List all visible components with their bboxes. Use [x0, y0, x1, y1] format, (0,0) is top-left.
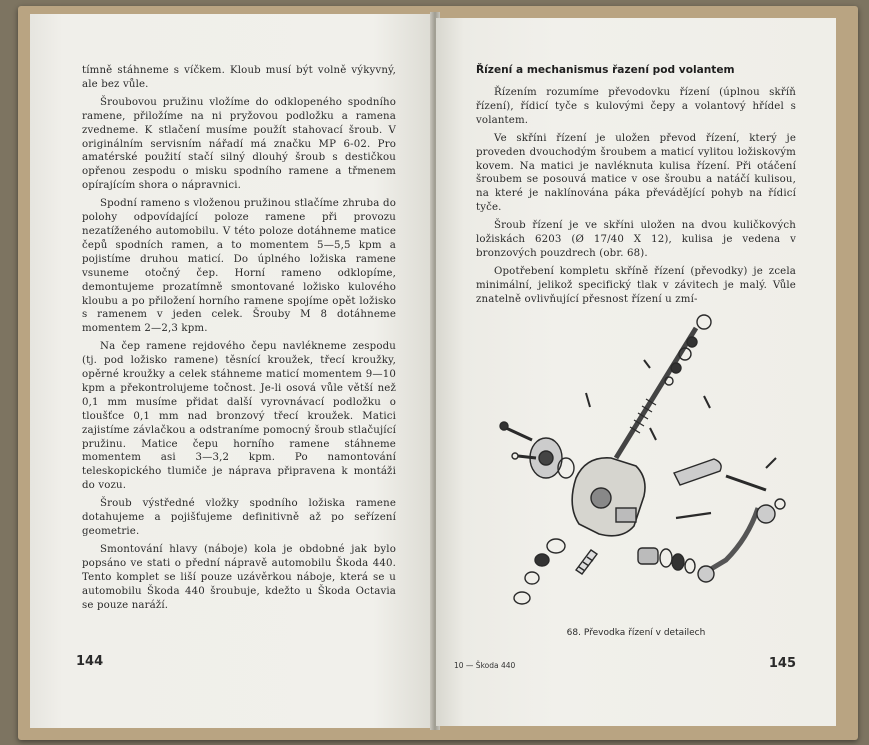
paragraph: Šroub řízení je ve skříni uložen na dvou kuličkových ložiskách 6203 (Ø 17/40 X 12), kulisa je vedena v bronzových pouzdrech (obr. 68). [476, 220, 796, 259]
right-page [436, 18, 836, 726]
paragraph: tímně stáhneme s víčkem. Kloub musí být volně výkyvný, ale bez vůle. [82, 65, 396, 90]
paragraph: Spodní rameno s vloženou pružinou stlačíme zhruba do polohy odpovídající poloze ramene při provozu nezatíženého automobilu. V této poloze dotáhneme matice čepů spodních ramen, a to momentem 5—5,5 kpm a pojistíme druhou maticí. Do úplného ložiska ramene vsuneme otočný čep. Horní rameno odklopíme, demontujeme prozatímně smontované ložisko kulového kloubu a po přiložení horního ramene spojíme opět ložisko s ramenem v jeden celek. Šrouby M 8 dotáhneme momentem 2—2,3 kpm. [82, 198, 396, 335]
paragraph: Řízením rozumíme převodovku řízení (úplnou skříň řízení), řídicí tyče s kulovými čepy a volantový hřídel s volantem. [476, 87, 796, 126]
signature-mark: 10 — Škoda 440 [454, 661, 516, 670]
page-number-left: 144 [76, 654, 104, 669]
section-title: Řízení a mechanismus řazení pod volantem [476, 64, 735, 76]
right-page-text [476, 86, 796, 307]
paragraph: Ve skříni řízení je uložen převod řízení, který je proveden dvouchodým šroubem a maticí vylitou ložiskovým kovem. Na matici je navléknuta kulisa řízení. Při otáčení šroubem se posouvá matice v ose šroubu a natáčí kulisou, na které je naklínována páka převádějící pohyb na řídicí tyče. [476, 132, 796, 214]
paragraph: Šroubovou pružinu vložíme do odklopeného spodního ramene, přiložíme na ni pryžovou podložku a ramena zvedneme. K stlačení musíme použít stahovací šroub. V originálním servisním nářadí má značku MP 6-02. Pro amatérské použití stačí silný dlouhý šroub s destičkou opřenou zespodu o misku spodního ramene a třmenem opírajícím shora o nápravnici. [82, 96, 396, 192]
paragraph: Na čep ramene rejdového čepu navlékneme zespodu (tj. pod ložisko ramene) těsnící kroužek, třecí kroužky, opěrné kroužky a celek stáhneme maticí momentem 9—10 kpm a překontrolujeme točnost. Je-li osová vůle větší než 0,1 mm musíme přidat další vyrovnávací podložku o tloušťce 0,1 mm nad bronzový třecí kroužek. Matici zajistíme závlačkou a odstraníme pomocný šroub stlačující pružinu. Matice čepu horního ramene stáhneme momentem asi 3—3,2 kpm. Po namontování teleskopického tlumiče je náprava připravena k montáži do vozu. [82, 341, 396, 492]
paragraph: Smontování hlavy (náboje) kola je obdobné jak bylo popsáno ve stati o přední nápravě automobilu Škoda 440. Tento komplet se liší pouze uzávěrkou náboje, která se u automobilu Škoda 440 šroubuje, kdežto u Škoda Octavia se pouze naráží. [82, 543, 396, 611]
paragraph: Opotřebení kompletu skříně řízení (převodky) je zcela minimální, jelikož specifický tlak v závitech je malý. Vůle znatelně ovlivňující přesnost řízení u zmí- [476, 265, 796, 305]
left-page-text [82, 64, 396, 612]
paragraph: Šroub výstředné vložky spodního ložiska ramene dotahujeme a pojišťujeme definitivně až po seřízení geometrie. [82, 498, 396, 537]
steering-gear-exploded-illustration [466, 308, 796, 608]
figure-caption: 68. Převodka řízení v detailech [566, 628, 706, 638]
page-number-right: 145 [768, 656, 796, 671]
left-page [30, 14, 434, 728]
